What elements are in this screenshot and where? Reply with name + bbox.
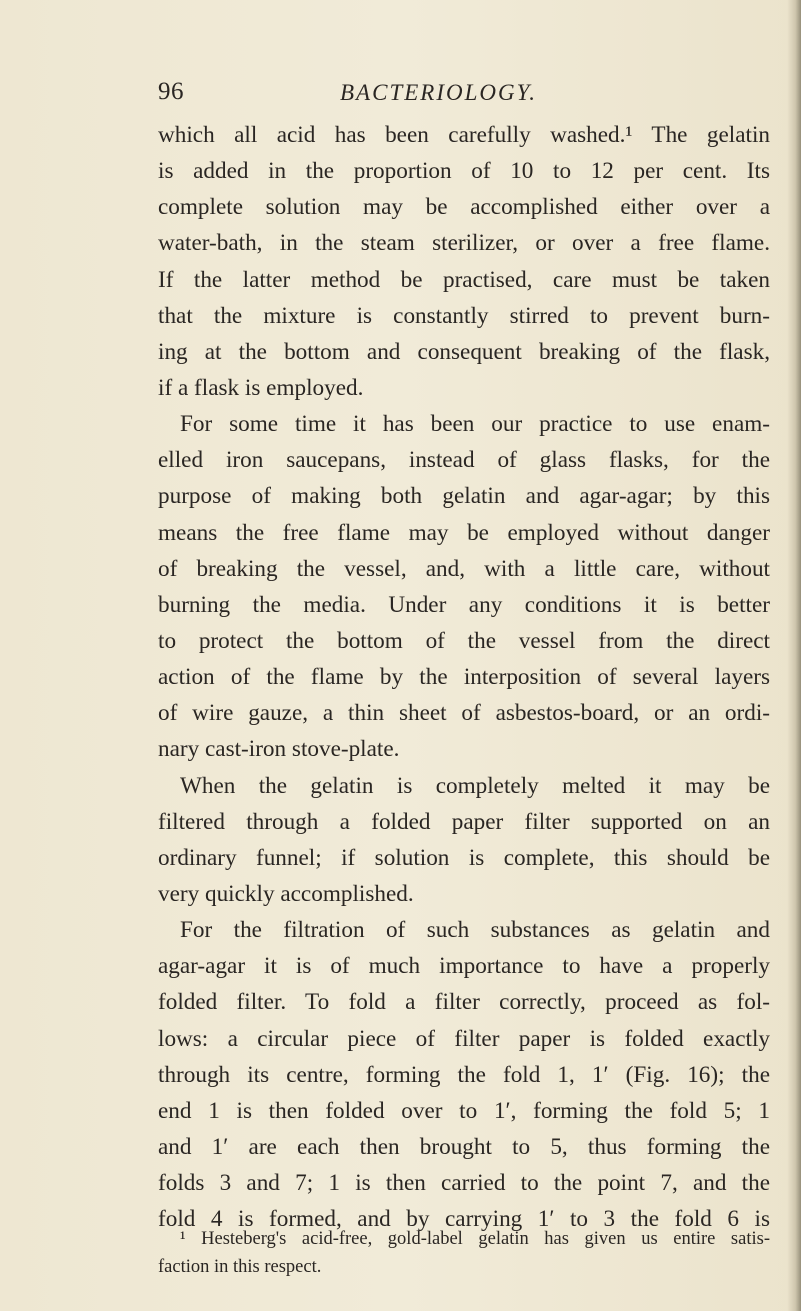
text-line: end 1 is then folded over to 1′, forming the fold 5; 1 bbox=[158, 1097, 770, 1124]
text-line: When the gelatin is completely melted it may be bbox=[180, 772, 770, 799]
page-number: 96 bbox=[158, 78, 184, 105]
text-line: lows: a circular piece of filter paper is folded exactly bbox=[158, 1025, 770, 1052]
footnote-line: faction in this respect. bbox=[158, 1257, 322, 1277]
text-line: action of the flame by the interposition of several layers bbox=[158, 664, 770, 691]
text-line: to protect the bottom of the vessel from the direct bbox=[158, 627, 770, 654]
text-line: filtered through a folded paper filter supported on an bbox=[158, 808, 770, 835]
text-line: purpose of making both gelatin and agar-agar; by this bbox=[158, 483, 770, 510]
text-line: If the latter method be practised, care must be taken bbox=[158, 266, 770, 293]
text-line: which all acid has been carefully washed.¹ The gelatin bbox=[158, 122, 770, 148]
text-line: is added in the proportion of 10 to 12 per cent. Its bbox=[158, 158, 770, 185]
text-line: burning the media. Under any conditions it is better bbox=[158, 591, 770, 618]
text-line: if a flask is employed. bbox=[158, 374, 364, 401]
page-header bbox=[0, 78, 801, 114]
text-line: elled iron saucepans, instead of glass flasks, for the bbox=[158, 447, 770, 474]
text-line: For some time it has been our practice to use enam- bbox=[180, 411, 770, 438]
text-line: of breaking the vessel, and, with a little care, without bbox=[158, 555, 770, 582]
text-line: folds 3 and 7; 1 is then carried to the point 7, and the bbox=[158, 1170, 770, 1197]
footnote-line: ¹ Hesteberg's acid-free, gold-label gelatin has given us entire satis- bbox=[180, 1229, 770, 1249]
text-line: agar-agar it is of much importance to have a properly bbox=[158, 953, 770, 980]
text-line: nary cast-iron stove-plate. bbox=[158, 736, 400, 763]
text-line: of wire gauze, a thin sheet of asbestos-board, or an ordi- bbox=[158, 700, 770, 727]
footnote bbox=[158, 1225, 770, 1281]
text-line: water-bath, in the steam sterilizer, or over a free flame. bbox=[158, 230, 770, 257]
text-line: complete solution may be accomplished either over a bbox=[158, 194, 770, 221]
text-line: very quickly accomplished. bbox=[158, 880, 414, 907]
running-title: BACTERIOLOGY. bbox=[340, 80, 538, 105]
body-text bbox=[158, 117, 770, 1237]
text-line: and 1′ are each then brought to 5, thus forming the bbox=[158, 1133, 770, 1160]
text-line: means the free flame may be employed without danger bbox=[158, 519, 770, 546]
text-line: ordinary funnel; if solution is complete, this should be bbox=[158, 844, 770, 871]
text-line: fold 4 is formed, and by carrying 1′ to 3 the fold 6 is bbox=[158, 1206, 770, 1233]
text-line: ing at the bottom and consequent breaking of the flask, bbox=[158, 338, 770, 365]
text-line: through its centre, forming the fold 1, 1′ (Fig. 16); the bbox=[158, 1061, 770, 1088]
page-edge-shadow bbox=[787, 0, 801, 1311]
text-line: that the mixture is constantly stirred to prevent burn- bbox=[158, 302, 770, 329]
text-line: For the filtration of such substances as gelatin and bbox=[180, 917, 770, 944]
text-line: folded filter. To fold a filter correctly, proceed as fol- bbox=[158, 989, 770, 1016]
